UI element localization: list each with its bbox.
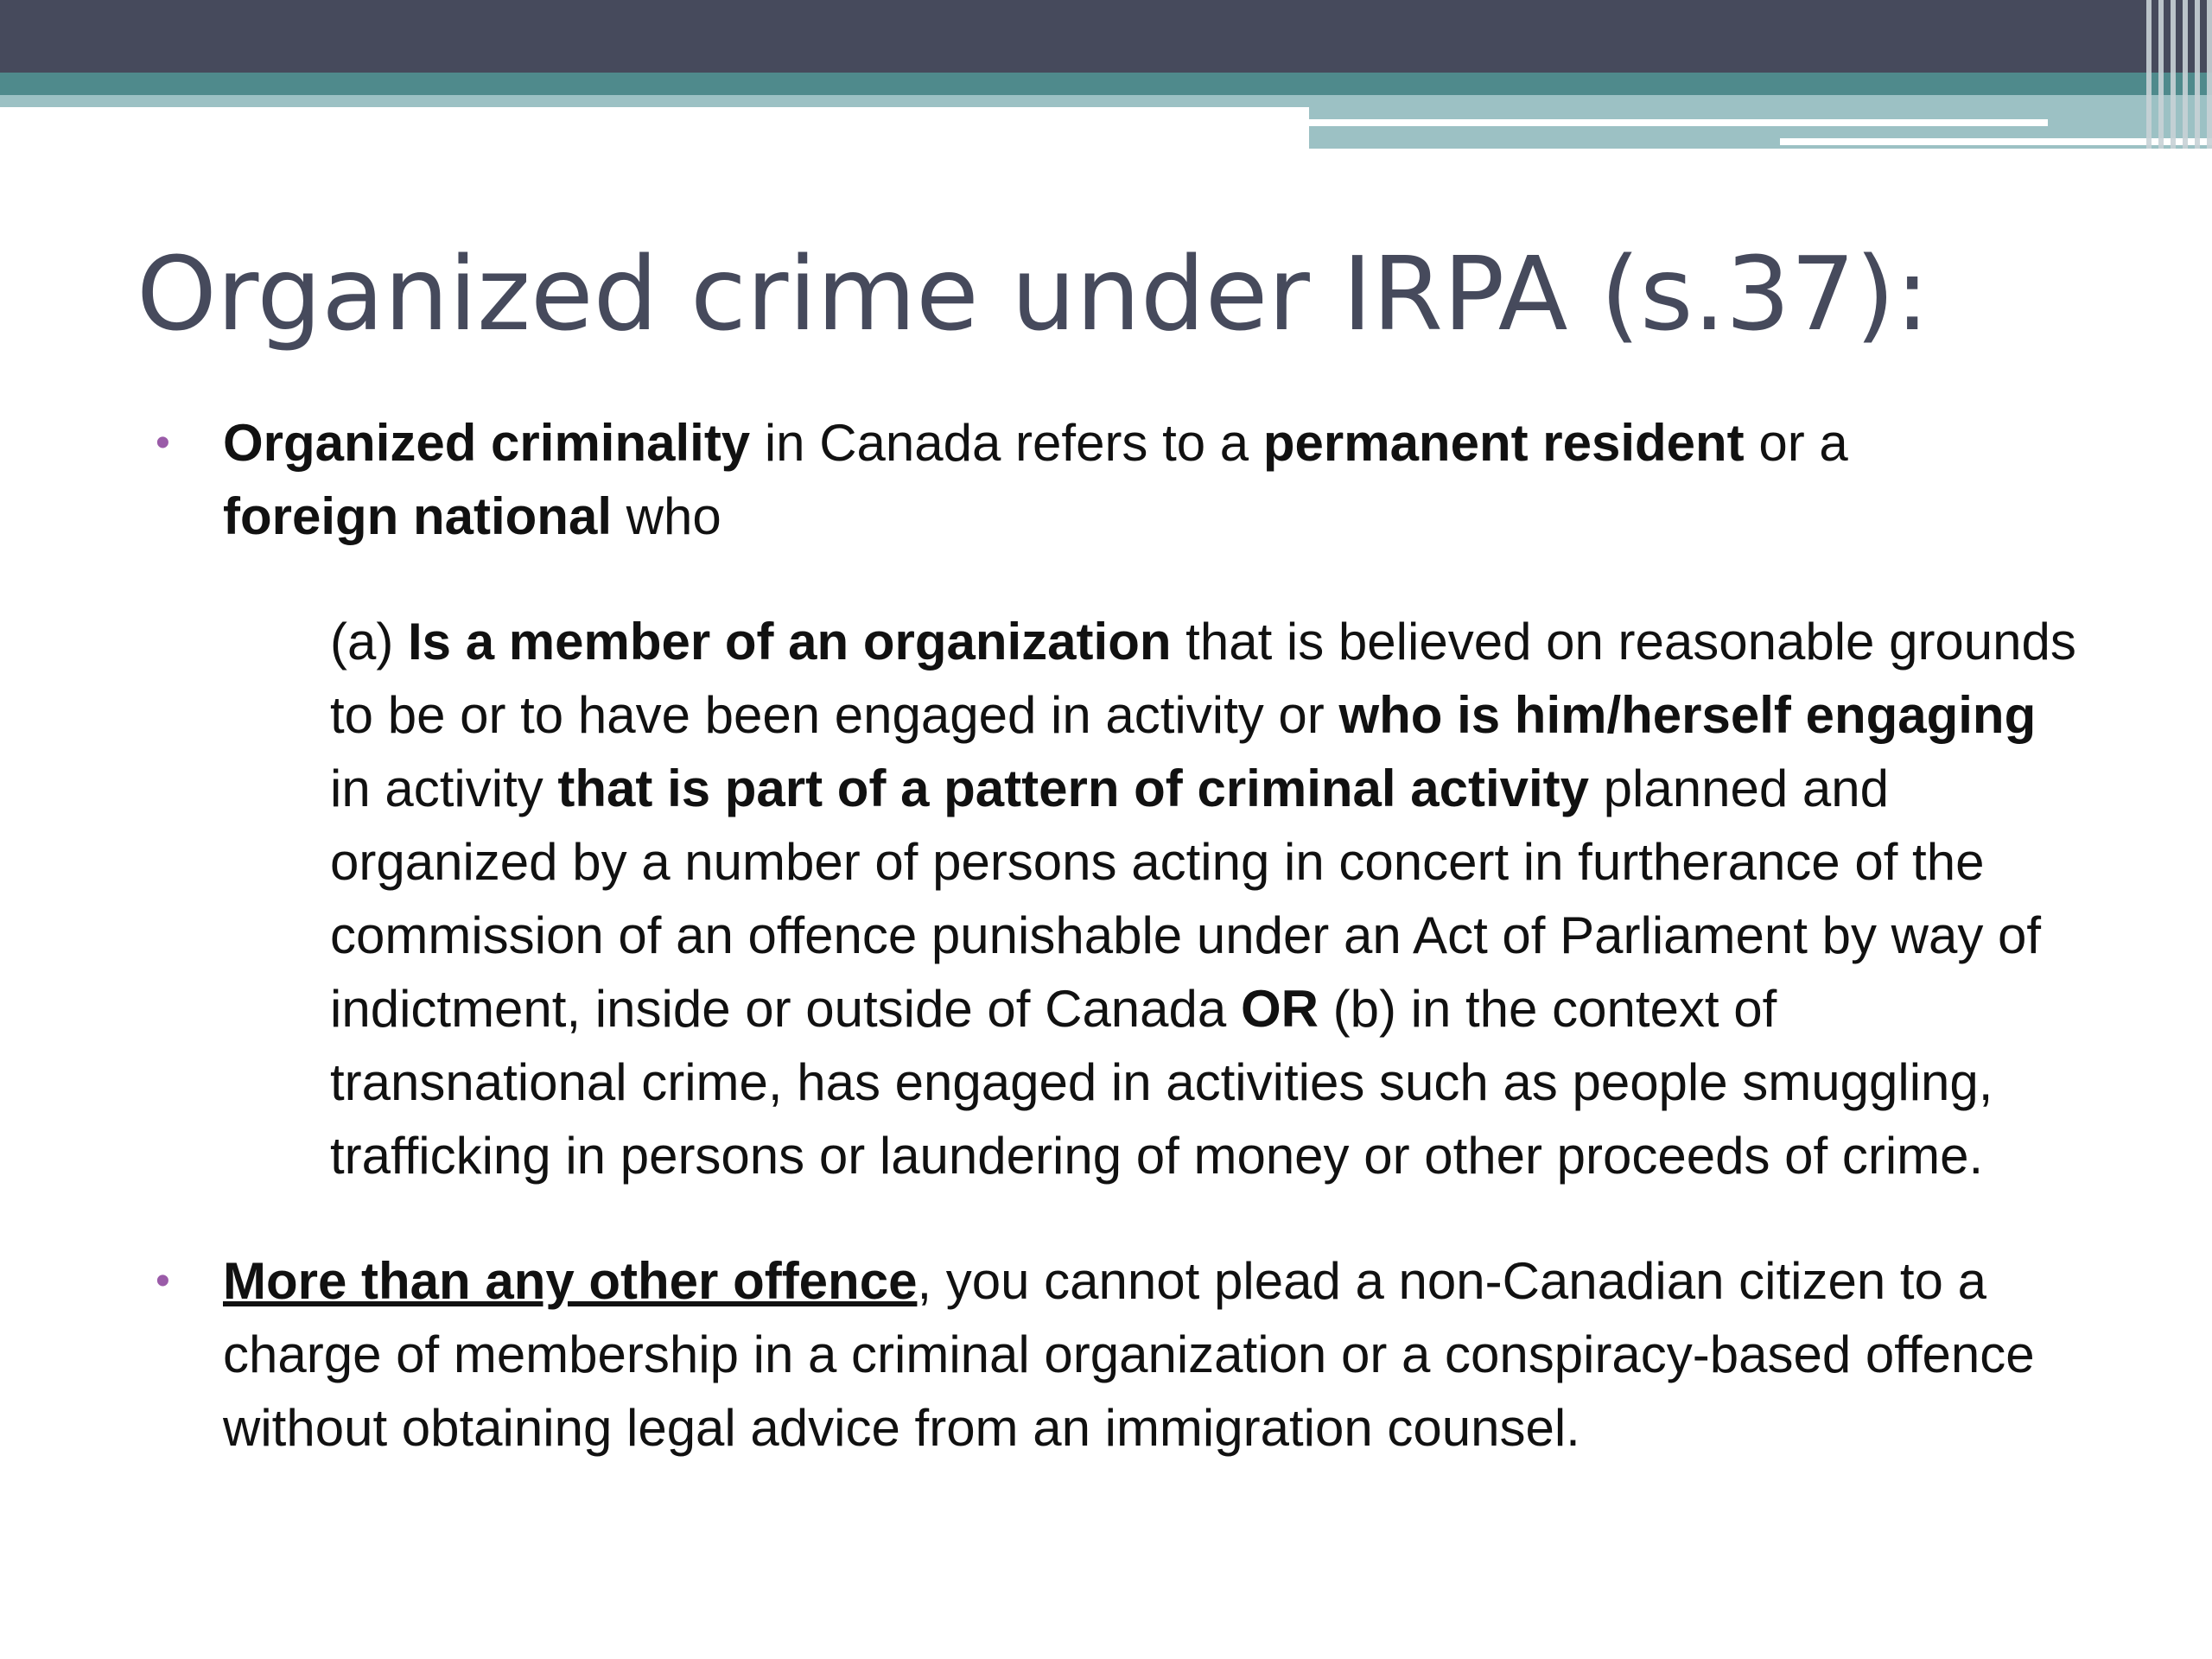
text-run: that is believed on reasonable grounds to be or to have been engaged in activity or	[330, 613, 2076, 744]
corner-bar	[2171, 0, 2176, 149]
text-run: (b) in the context of transnational crime, has engaged in activities such as people smuggling, trafficking in persons or laundering of money or other proceeds of crime.	[330, 980, 1993, 1185]
text-run: planned and organized by a number of persons acting in concert in furtherance of the commission of an offence punishable under an Act of Parliament by way of indictment, inside or outside of Canada	[330, 760, 2042, 1038]
bold-term: foreign national	[223, 487, 612, 545]
bold-term: Is a member of an organization	[408, 613, 1172, 671]
header-white-line	[1309, 119, 2048, 126]
bullet-text	[223, 1252, 2035, 1457]
corner-bar	[2146, 0, 2152, 149]
header-teal-stripe	[0, 73, 2212, 95]
bullet-dot-icon: •	[156, 420, 170, 466]
bullet-item	[156, 406, 2100, 553]
text-run: (a)	[330, 613, 408, 671]
bold-term: Organized criminality	[223, 414, 751, 472]
text-run: , you cannot plead a non-Canadian citizen to a charge of membership in a criminal organization or a conspiracy-based offence without obtaining legal advice from an immigration counsel.	[223, 1252, 2035, 1457]
header-corner-bars	[2141, 0, 2212, 149]
bullet-dot-icon: •	[156, 1258, 170, 1304]
corner-bar	[2183, 0, 2188, 149]
text-run: in activity	[330, 760, 558, 817]
bold-term: OR	[1240, 980, 1319, 1038]
indented-paragraph	[330, 605, 2084, 1192]
bullet-item	[156, 1244, 2100, 1465]
slide-body	[156, 406, 2100, 1465]
text-run: in Canada refers to a	[750, 414, 1263, 472]
text-run: or a	[1744, 414, 1848, 472]
text-run: who	[612, 487, 721, 545]
header-light-stripe	[0, 95, 1309, 107]
bold-term: who is him/herself engaging	[1338, 686, 2037, 744]
slide-title: Organized crime under IRPA (s.37):	[137, 234, 1929, 353]
corner-bar	[2207, 0, 2212, 149]
underlined-bold-term: More than any other offence	[223, 1252, 918, 1310]
bold-term: permanent resident	[1262, 414, 1745, 472]
bullet-text	[223, 414, 1848, 545]
header-band	[0, 0, 2212, 73]
bold-term: that is part of a pattern of criminal activity	[557, 760, 1590, 817]
corner-bar	[2195, 0, 2200, 149]
corner-bar	[2158, 0, 2164, 149]
